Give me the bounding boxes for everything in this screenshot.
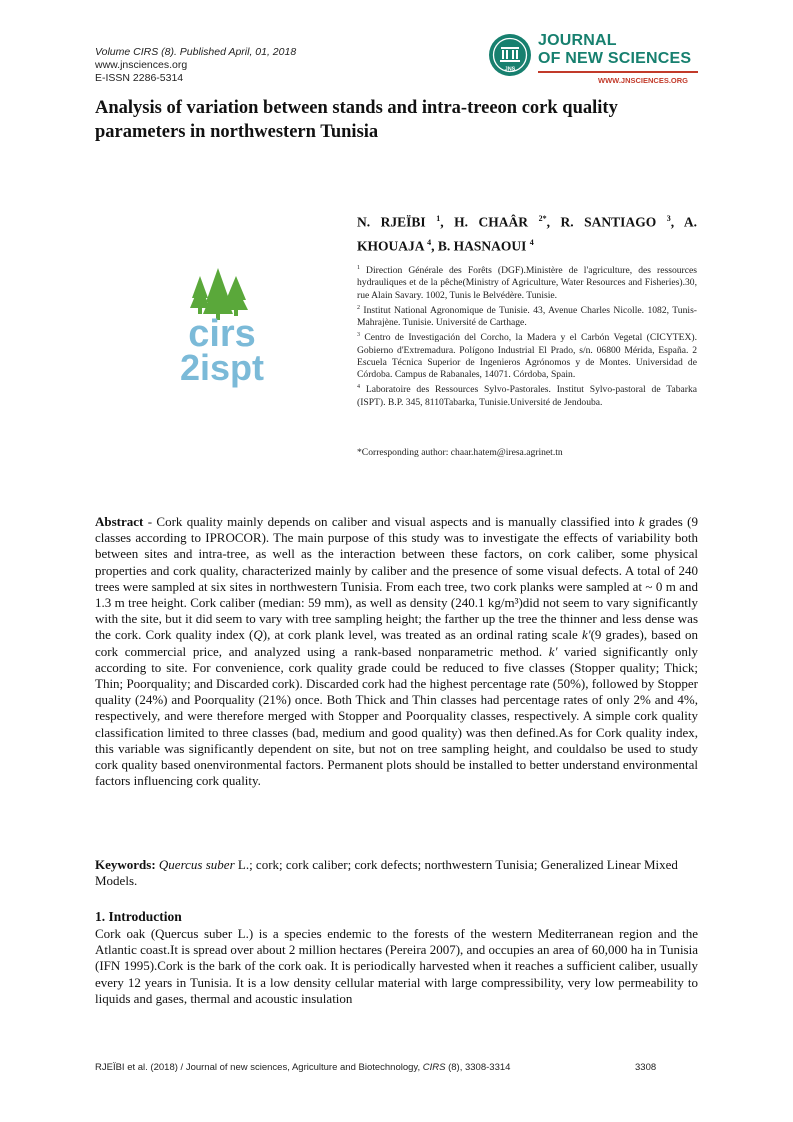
keywords-label: Keywords: [95,857,156,872]
introduction-text: Cork oak (Quercus suber L.) is a species endemic to the forests of the western Mediterranean region and the Atlantic coast.It is spread over about 2 million hectares (Pereira 2007), and occupies an area of 60,000 ha in Tunisia (IFN 1995).Cork is the bark of the cork oak. It is periodically harvested when it reaches a sufficient caliber, usually every 12 years in Tunisia. It is a low density cellular material with large compressibility, very low permeability to liquids and gases, thermal and acoustic insulation [95,926,698,1006]
author-name: A. KHOUAJA [357,214,698,253]
affiliation-item: $^4$ Laboratoire des Ressources Sylvo-Pastorales. Institut Sylvo-pastoral de Tabarka (ISPT). B.P. 345, 8110Tabarka, Tunisie.Université de Jendouba. [357,384,697,408]
author-affiliation-mark: 3 [666,214,671,223]
affiliations [357,262,697,409]
journal-name-line1: JOURNAL [538,32,617,49]
author-name: N. RJEÏBI [357,214,437,230]
author-affiliation-mark: 4 [529,237,534,247]
author-affiliation-mark: 2* [538,214,547,223]
website-line: www.jnsciences.org [95,59,188,71]
keywords [95,857,698,889]
corresponding-author: *Corresponding author: chaar.hatem@iresa.agrinet.tn [357,447,563,458]
svg-text:JNS: JNS [504,66,516,73]
footer-citation: RJEÏBI et al. (2018) / Journal of new sciences, Agriculture and Biotechnology, CIRS (8), 3308-3314 [95,1062,511,1073]
keywords-text: Quercus suber L.; cork; cork caliber; cork defects; northwestern Tunisia; Generalized Linear Mixed Models. [95,857,678,889]
abstract [95,514,698,789]
svg-text:cirs: cirs [188,313,256,355]
cirs-ispt-logo [146,258,298,398]
journal-logo [488,30,703,90]
journal-seal-icon [488,33,532,77]
author-affiliation-mark: 1 [436,214,441,223]
affiliation-item: $^2$ Institut National Agronomique de Tunisie. 43, Avenue Charles Nicolle. 1082, Tunis- Mahrajène. Tunisie. Université de Carthage. [357,304,697,329]
volume-line: Volume CIRS (8). Published April, 01, 2018 [95,46,297,58]
issn-line: E-ISSN 2286-5314 [95,72,184,84]
author-name: R. SANTIAGO [560,214,667,230]
section-heading-introduction: 1. Introduction [95,909,182,924]
abstract-label: Abstract [95,514,144,529]
author-name: H. CHAÂR [454,214,539,230]
author-list: N. RJEÏBI $^1$, H. CHAÂR $^{2*}$, R. SANTIAGO $^3$, A. KHOUAJA $^4$, B. HASNAOUI $^4$ [357,214,698,253]
paper-title: Analysis of variation between stands and intra-treeon cork quality parameters in northwestern Tunisia [95,98,618,142]
page-footer [95,1062,655,1073]
journal-divider [538,71,698,73]
page-number: 3308 [635,1062,657,1073]
journal-url: WWW.JNSCIENCES.ORG [598,76,689,85]
affiliation-item: $^1$ Direction Générale des Forêts (DGF).Ministère de l'agriculture, des ressources hydrauliques et de la pêche(Ministry of Agriculture, Water Resources and Fisheries).30, rue Alain Savary. 1002, Tunis le Belvédère. Tunisie. [357,265,697,301]
svg-text:2ispt: 2ispt [179,347,265,388]
affiliation-item: $^3$ Centro de Investigación del Corcho, la Madera y el Carbón Vegetal (CICYTEX). Gobierno d'Extremadura. Polígono Industrial El Prado, s/n. 06800 Mérida, España. 2 Escuela Técnica Superior de Ingenieros Agrónomos y de Montes. Universidad de Córdoba. Campus de Rabanales, 14071. Córdoba, Spain. [357,332,697,381]
journal-name-line2: OF NEW SCIENCES [538,50,692,67]
abstract-text: - Cork quality mainly depends on caliber and visual aspects and is manually classified into k grades (9 classes according to IPROCOR). The main purpose of this study was to investigate the effects of variability both between sites and intra-tree, as well as the interaction between these factors, on cork caliber, some physical properties and cork quality, characterized mainly by caliber and the presence of some visual defects. A total of 240 trees were sampled at six sites in northwestern Tunisia. From each tree, two cork planks were sampled at ~ 0 m and 1.3 m tree height. Cork caliber (median: 59 mm), as well as density (240.1 kg/m³)did not seem to vary significantly with the site, but it did seem to vary with tree sampling height; the farther up the tree the thinner and less dense was the cork. Cork quality index (Q), at cork plank level, was treated as an ordinal rating scale k'(9 grades), based on cork commercial price, and analyzed using a rank-based nonparametric method. k' varied significantly only according to site. For convenience, cork quality grade could be reduced to five classes (Stopper quality; Thick; Thin; Poorquality; and Discarded cork). Discarded cork had the highest percentage rate (50%), followed by Stopper quality (24%) and Poorquality (21%) once. Both Thick and Thin classes had percentage rates of only 2% and 4%, respectively, and were therefore merged with Stopper and Poorquality classes, respectively. A simple cork quality classification limited to three classes (bad, medium and good quality) was then defined.As for Cork quality index, this variable was significantly dependent on site, but not on tree sampling height, and couldalso be used to study cork quality based onenvironmental factors. Permanent plots should be installed to better understand environmental factors influencing cork quality. [95,514,698,789]
issue-header [95,46,296,85]
author-name: B. HASNAOUI [437,238,530,253]
author-affiliation-mark: 4 [427,237,432,247]
